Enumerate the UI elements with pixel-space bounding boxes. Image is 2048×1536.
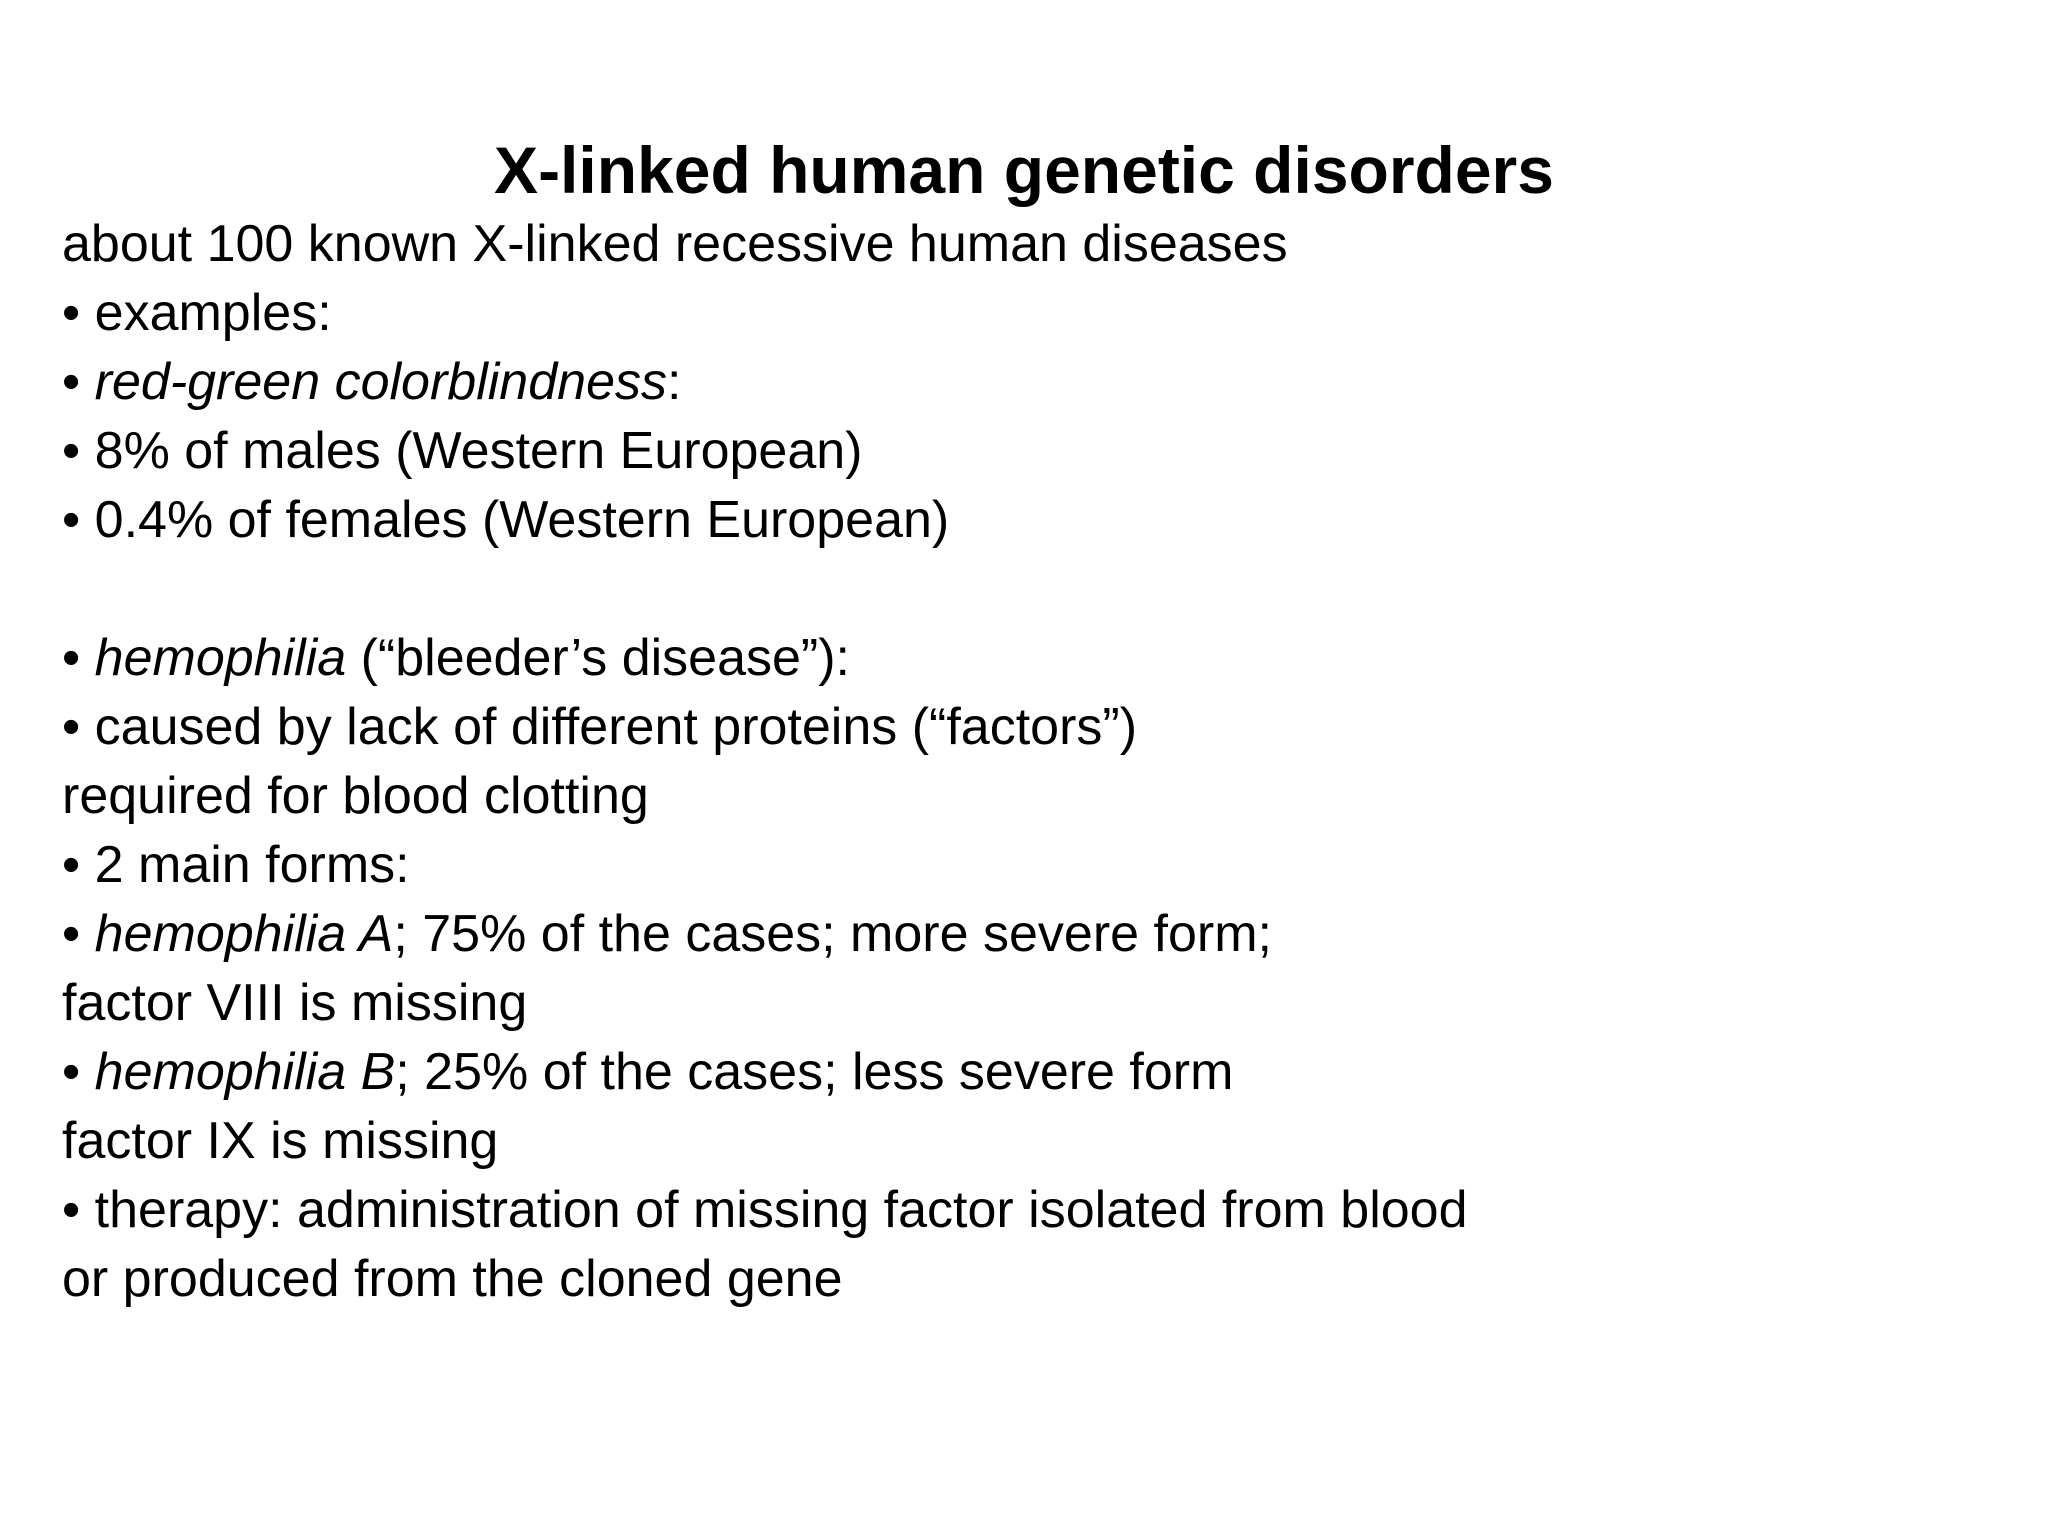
hemophilia-a-term: hemophilia A: [94, 905, 394, 963]
slide-body: [62, 210, 2002, 1314]
colorblindness-term: red-green colorblindness: [94, 353, 667, 411]
intro-line: about 100 known X-linked recessive human diseases: [62, 215, 1288, 273]
hemophilia-b-continuation: factor IX is missing: [62, 1112, 499, 1170]
males-stat-bullet: • 8% of males (Western European): [62, 422, 863, 480]
main-forms-bullet: • 2 main forms:: [62, 836, 410, 894]
hemophilia-bullet: [62, 624, 2002, 693]
cause-bullet: • caused by lack of different proteins (“factors”): [62, 698, 1138, 756]
colorblindness-bullet: [62, 348, 2002, 417]
females-stat-bullet: • 0.4% of females (Western European): [62, 491, 950, 549]
therapy-continuation: or produced from the cloned gene: [62, 1250, 843, 1308]
therapy-bullet: • therapy: administration of missing factor isolated from blood: [62, 1181, 1468, 1239]
examples-bullet: • examples:: [62, 284, 332, 342]
hemophilia-b-term: hemophilia B: [94, 1043, 396, 1101]
blank-line: [62, 555, 2002, 624]
bullet-prefix: •: [62, 353, 95, 411]
hemophilia-b-suffix: ; 25% of the cases; less severe form: [395, 1043, 1234, 1101]
hemophilia-a-bullet: [62, 900, 2002, 969]
cause-continuation: required for blood clotting: [62, 767, 649, 825]
slide-title: X-linked human genetic disorders: [494, 133, 1554, 207]
hemophilia-a-suffix: ; 75% of the cases; more severe form;: [393, 905, 1272, 963]
bullet-prefix: •: [62, 629, 95, 687]
hemophilia-b-bullet: [62, 1038, 2002, 1107]
colorblindness-suffix: :: [667, 353, 682, 411]
hemophilia-suffix: (“bleeder’s disease”):: [346, 629, 851, 687]
bullet-prefix: •: [62, 1043, 95, 1101]
bullet-prefix: •: [62, 905, 95, 963]
hemophilia-term: hemophilia: [94, 629, 347, 687]
hemophilia-a-continuation: factor VIII is missing: [62, 974, 528, 1032]
